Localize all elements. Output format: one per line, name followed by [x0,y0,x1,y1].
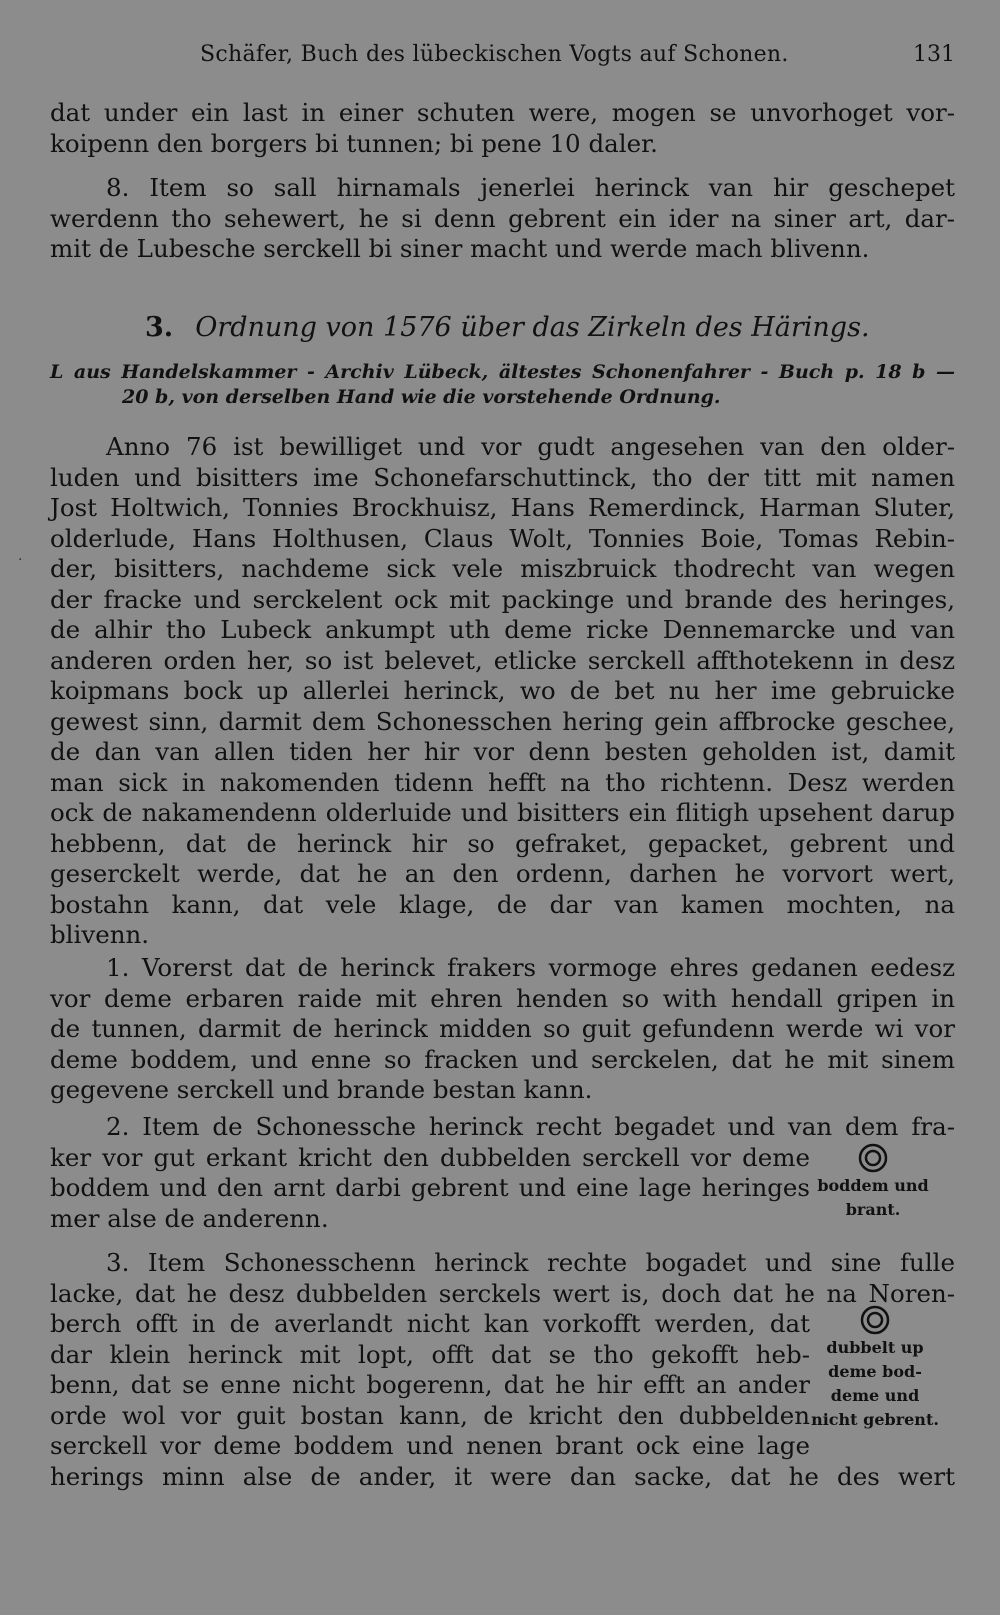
text-line: der fracke und serckelent ock mit packinge und brande des heringes, [50,584,955,614]
running-header [50,42,955,72]
paragraph-intro [50,98,955,159]
text-line: anderen orden her, so ist belevet, etlicke serckell affthotekenn in desz [50,645,955,675]
text-line: 1. Vorerst dat de herinck frakers vormoge ehres gedanen eedesz [106,953,955,982]
text-line: de alhir tho Lubeck ankumpt uth deme ricke Dennemarcke und van [50,615,955,644]
margin-note-line: boddem und [817,1176,929,1195]
text-line: man sick in nakomenden tidenn hefft na tho richtenn. Desz werden [50,767,955,797]
text-line: gewest sinn, darmit dem Schonesschen hering gein affbrocke geschee, [50,706,955,736]
text-line: de dan van allen tiden her hir vor denn besten geholden ist, damit [50,737,955,766]
text-line: werdenn tho sehewert, he si denn gebrent ein ider na siner art, dar- [50,203,955,233]
text-line: 2. Item de Schonessche herinck recht begadet und van dem fra- [106,1112,955,1141]
text-line: bostahn kann, dat vele klage, de dar van kamen mochten, na [50,889,955,919]
double-circle-mark-icon [859,1304,891,1336]
source-line: L aus Handelskammer - Archiv Lübeck, ältestes Schonenfahrer - Buch p. 18 b — [50,361,955,383]
text-line: mit de Lubesche serckell bi siner macht und werde mach blivenn. [50,234,870,263]
text-line: der, bisitters, nachdeme sick vele miszbruick thodrecht van wegen [50,554,955,583]
margin-note-line: deme bod- [828,1362,922,1381]
text-line: olderlude, Hans Holthusen, Claus Wolt, Tonnies Boie, Tomas Rebin- [50,523,955,553]
text-line: dat under ein last in einer schuten were, mogen se unvorhoget vor- [50,98,955,127]
text-line: luden und bisitters ime Schonefarschuttinck, tho der titt mit namen [50,462,955,492]
text-line: Anno 76 ist bewilliget und vor gudt angesehen van den older- [106,432,955,461]
running-title: Schäfer, Buch des lübeckischen Vogts auf Schonen. [200,42,789,67]
text-line: berch offt in de averlandt nicht kan vorkofft werden, dat [50,1309,810,1338]
text-line: koipmans bock up allerlei herinck, wo de bet nu her ime gebruicke [50,676,955,705]
text-line: ker vor gut erkant kricht den dubbelden serckell vor deme [50,1142,810,1172]
text-line: geserckelt werde, dat he an den ordenn, darhen he vorvort wert, [50,859,955,888]
text-line: serckell vor deme boddem und nenen brant ock eine lage [50,1431,810,1460]
text-line: boddem und den arnt darbi gebrent und eine lage heringes [50,1173,810,1202]
double-circle-mark-icon [857,1142,889,1174]
margin-note-2 [800,1304,950,1432]
margin-note-line: nicht gebrent. [811,1410,939,1429]
text-line: 8. Item so sall hirnamals jenerlei herinck van hir geschepet [106,173,955,202]
text-line: orde wol vor guit bostan kann, de kricht den dubbelden [50,1400,810,1430]
paragraph-item-8 [50,173,955,265]
text-line: deme boddem, und enne so fracken und serckelen, dat he mit sinem [50,1044,955,1074]
margin-note-1 [798,1142,948,1222]
text-line: lacke, dat he desz dubbelden serckels wert is, doch dat he na Noren- [50,1278,955,1308]
text-line: de tunnen, darmit de herinck midden so guit gefundenn werde wi vor [50,1014,955,1043]
section-number: 3. [145,312,174,343]
text-line: benn, dat se enne nicht bogerenn, dat he hir efft an ander [50,1370,810,1399]
text-line: koipenn den borgers bi tunnen; bi pene 10 daler. [50,128,658,158]
margin-note-line: brant. [845,1200,901,1219]
text-line: dar klein herinck mit lopt, offt dat se tho gekofft heb- [50,1339,810,1369]
text-line: Jost Holtwich, Tonnies Brockhuisz, Hans Remerdinck, Harman Sluter, [50,493,955,522]
margin-mark: · [18,552,23,568]
page-number: 131 [913,42,955,67]
text-line: 3. Item Schonesschenn herinck rechte bogadet und sine fulle [106,1248,955,1277]
text-line: hebbenn, dat de herinck hir so gefraket, gepacket, gebrent und [50,828,955,858]
text-line: herings minn alse de ander, it were dan sacke, dat he des wert [50,1461,955,1491]
text-line: ock de nakamendenn olderluide und bisitters ein flitigh upsehent darup [50,798,955,827]
margin-note-line: dubbelt up [826,1338,924,1357]
section-heading [145,312,870,343]
text-line: vor deme erbaren raide mit ehren henden so with hendall gripen in [50,983,955,1013]
section-title: Ordnung von 1576 über das Zirkeln des Härings. [195,312,870,343]
text-line: blivenn. [50,920,150,949]
text-line: mer alse de anderenn. [50,1203,329,1233]
paragraph-item-1 [50,953,955,1106]
source-note [50,360,955,410]
source-line: 20 b, von derselben Hand wie die vorstehende Ordnung. [122,386,721,408]
paragraph-anno-76 [50,432,955,951]
margin-note-line: deme und [830,1386,920,1405]
text-line: gegevene serckell und brande bestan kann. [50,1075,593,1104]
